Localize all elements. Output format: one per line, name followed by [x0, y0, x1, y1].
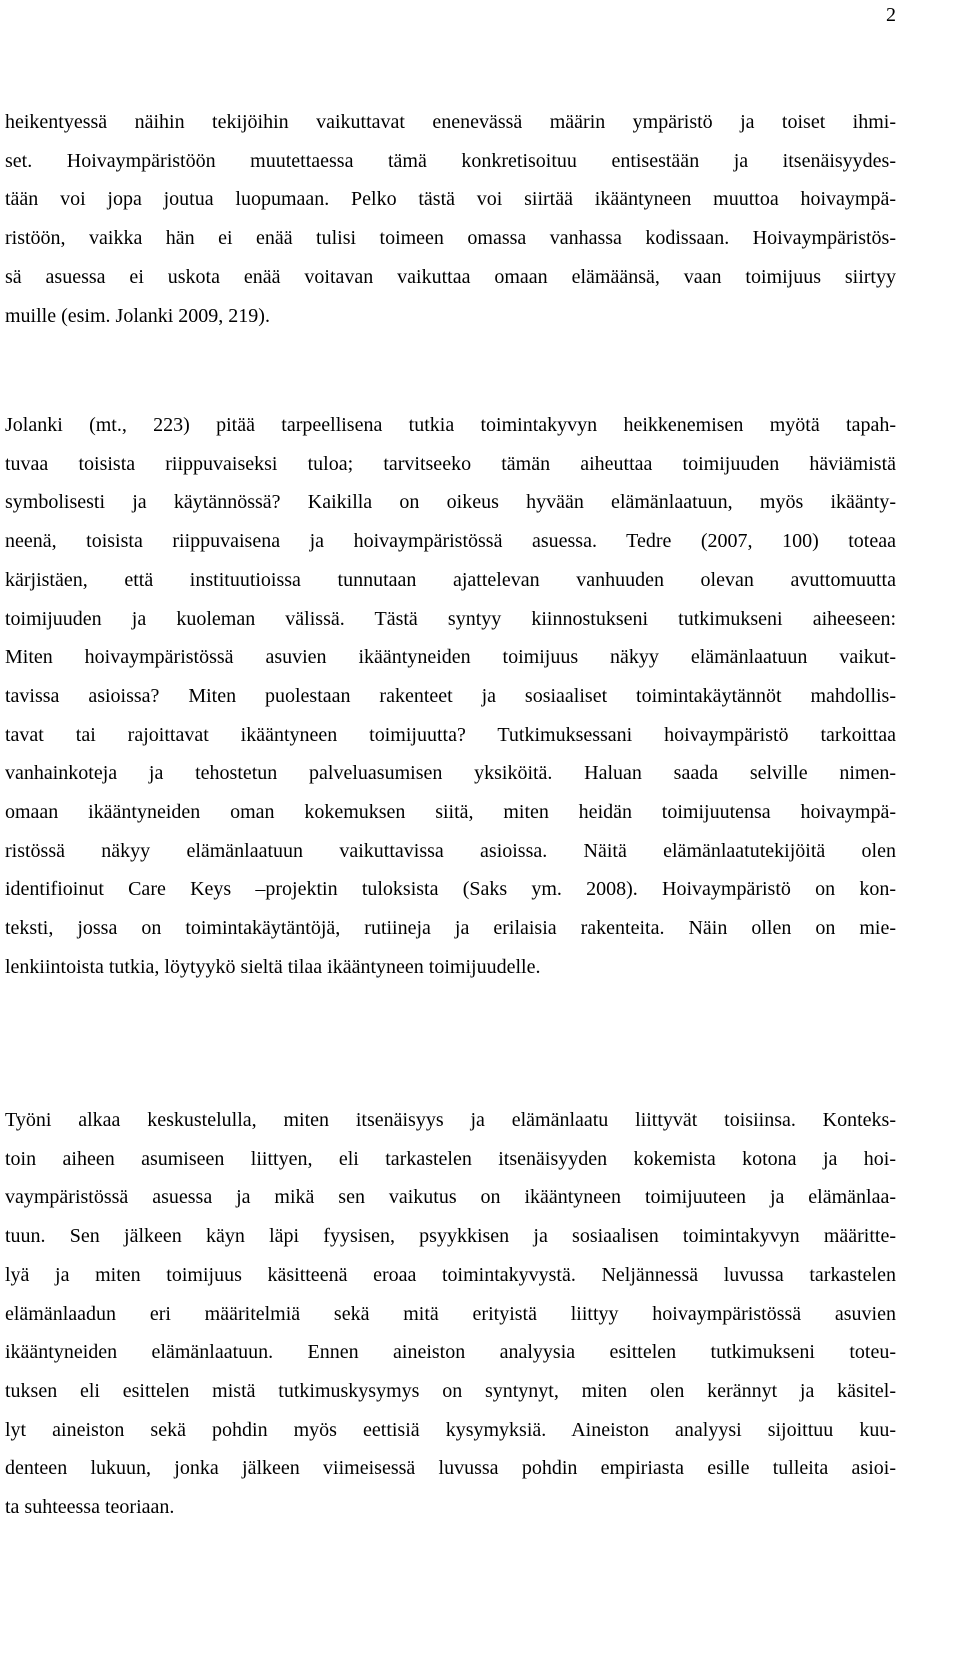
text-line: tavissa asioissa? Miten puolestaan rakenteet ja sosiaaliset toimintakäytännöt mahdollis-: [5, 684, 896, 707]
text-line: lyt aineiston sekä pohdin myös eettisiä kysymyksiä. Aineiston analyysi sijoittuu kuu-: [5, 1418, 896, 1441]
text-line: tään voi jopa joutua luopumaan. Pelko tästä voi siirtää ikääntyneen muuttoa hoivaympä-: [5, 188, 896, 211]
paragraph-3: [5, 1101, 896, 1527]
text-line: heikentyessä näihin tekijöihin vaikuttavat enenevässä määrin ympäristö ja toiset ihmi-: [5, 111, 896, 133]
paragraph-2: [5, 406, 896, 987]
text-line: omaan ikääntyneiden oman kokemuksen siitä, miten heidän toimijuutensa hoivaympä-: [5, 801, 896, 824]
text-line: identifioinut Care Keys –projektin tuloksista (Saks ym. 2008). Hoivaympäristö on kon-: [5, 878, 896, 901]
text-line: symbolisesti ja käytännössä? Kaikilla on oikeus hyvään elämänlaatuun, myös ikäänty-: [5, 491, 896, 514]
text-line: kärjistäen, että instituutioissa tunnutaan ajattelevan vanhuuden olevan avuttomuutta: [5, 568, 896, 591]
text-line: elämänlaadun eri määritelmiä sekä mitä erityistä liittyy hoivaympäristössä asuvien: [5, 1302, 896, 1325]
text-line: tavat tai rajoittavat ikääntyneen toimijuutta? Tutkimuksessani hoivaympäristö tarkoittaa: [5, 723, 896, 746]
page-number: 2: [886, 4, 896, 26]
text-line: tuun. Sen jälkeen käyn läpi fyysisen, psyykkisen ja sosiaalisen toimintakyvyn määritte-: [5, 1225, 896, 1248]
text-line: ristöön, vaikka hän ei enää tulisi toimeen omassa vanhassa kodissaan. Hoivaympäristös-: [5, 227, 896, 250]
text-line: tuksen eli esittelen mistä tutkimuskysymys on syntynyt, miten olen kerännyt ja käsitel-: [5, 1379, 896, 1402]
text-line: denteen lukuun, jonka jälkeen viimeisessä luvussa pohdin empiriasta esille tulleita asioi-: [5, 1457, 896, 1480]
text-line: neenä, toisista riippuvaisena ja hoivaympäristössä asuessa. Tedre (2007, 100) toteaa: [5, 530, 896, 553]
text-line: lenkiintoista tutkia, löytyykö sieltä tilaa ikääntyneen toimijuudelle.: [5, 955, 541, 978]
text-line: set. Hoivaympäristöön muutettaessa tämä konkretisoituu entisestään ja itsenäisyydes-: [5, 149, 896, 172]
text-line: vanhainkoteja ja tehostetun palveluasumisen yksiköitä. Haluan saada selville nimen-: [5, 762, 896, 785]
text-line: vaympäristössä asuessa ja mikä sen vaikutus on ikääntyneen toimijuuteen ja elämänlaa-: [5, 1186, 896, 1209]
text-line: ikääntyneiden elämänlaatuun. Ennen aineiston analyysia esittelen tutkimukseni toteu-: [5, 1341, 896, 1364]
text-line: Työni alkaa keskustelulla, miten itsenäisyys ja elämänlaatu liittyvät toisiinsa. Konteks-: [5, 1109, 896, 1131]
text-line: toimijuuden ja kuoleman välissä. Tästä syntyy kiinnostukseni tutkimukseni aiheeseen:: [5, 607, 896, 630]
text-line: Jolanki (mt., 223) pitää tarpeellisena tutkia toimintakyvyn heikkenemisen myötä tapah-: [5, 414, 896, 436]
text-line: ta suhteessa teoriaan.: [5, 1496, 175, 1519]
text-line: teksti, jossa on toimintakäytäntöjä, rutiineja ja erilaisia rakenteita. Näin ollen on mie-: [5, 917, 896, 940]
paragraph-1: [5, 103, 896, 335]
text-line: tuvaa toisista riippuvaiseksi tuloa; tarvitseeko tämän aiheuttaa toimijuuden häviämistä: [5, 452, 896, 475]
text-line: Miten hoivaympäristössä asuvien ikääntyneiden toimijuus näkyy elämänlaatuun vaikut-: [5, 646, 896, 669]
text-line: muille (esim. Jolanki 2009, 219).: [5, 304, 270, 327]
text-line: lyä ja miten toimijuus käsitteenä eroaa toimintakyvystä. Neljännessä luvussa tarkastelen: [5, 1263, 896, 1286]
text-line: sä asuessa ei uskota enää voitavan vaikuttaa omaan elämäänsä, vaan toimijuus siirtyy: [5, 265, 896, 288]
text-line: ristössä näkyy elämänlaatuun vaikuttavissa asioissa. Näitä elämänlaatutekijöitä olen: [5, 839, 896, 862]
text-line: toin aiheen asumiseen liittyen, eli tarkastelen itsenäisyyden kokemista kotona ja hoi-: [5, 1147, 896, 1170]
